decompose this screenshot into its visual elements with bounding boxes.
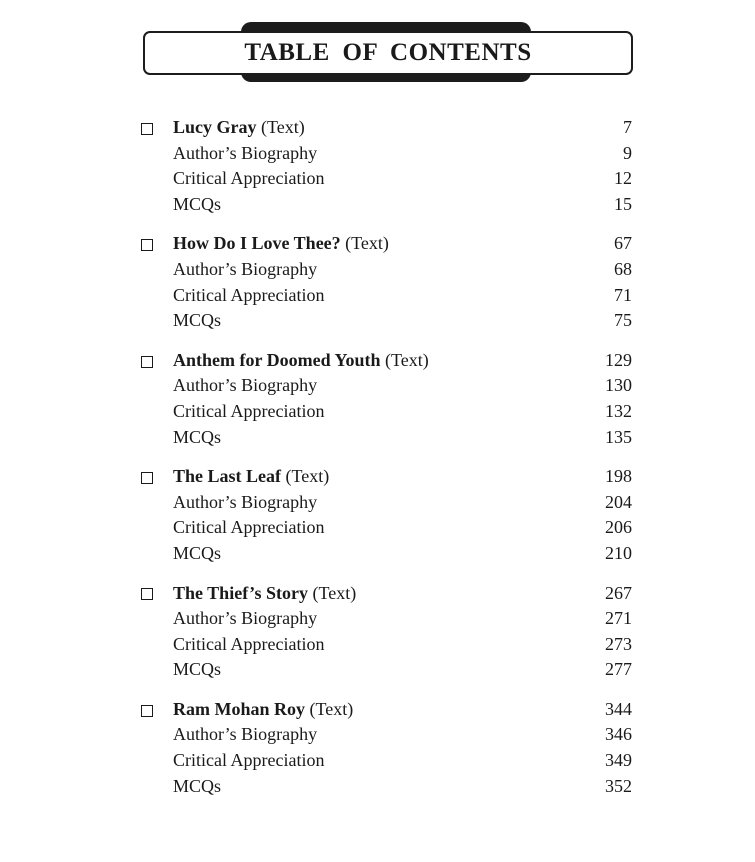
toc-section <box>141 581 635 683</box>
page-number: 210 <box>605 542 632 563</box>
entry-label: Author’s Biography <box>173 375 318 396</box>
page-number: 198 <box>605 466 632 487</box>
entry-label: Critical Appreciation <box>173 168 325 189</box>
checkbox-icon <box>141 123 153 135</box>
page-number: 15 <box>614 193 632 214</box>
page-number: 267 <box>605 582 632 603</box>
entry-suffix: (Text) <box>308 582 357 603</box>
page-number: 67 <box>614 233 632 254</box>
toc-entry-sub[interactable] <box>141 722 635 748</box>
entry-suffix: (Text) <box>305 698 354 719</box>
toc-section <box>141 697 635 799</box>
entry-title: The Last Leaf <box>173 466 281 487</box>
toc-entry-main[interactable] <box>141 464 635 490</box>
toc-section <box>141 464 635 566</box>
toc-list <box>141 115 635 813</box>
toc-entry-sub[interactable] <box>141 283 635 309</box>
toc-entry-sub[interactable] <box>141 541 635 567</box>
entry-text <box>173 115 592 141</box>
page-number: 12 <box>614 168 632 189</box>
toc-entry-sub[interactable] <box>141 257 635 283</box>
checkbox-icon <box>141 239 153 251</box>
entry-text <box>173 697 592 723</box>
toc-entry-main[interactable] <box>141 348 635 374</box>
entry-text <box>173 348 592 374</box>
page-number: 7 <box>623 117 632 137</box>
toc-entry-main[interactable] <box>141 231 635 257</box>
entry-label: MCQs <box>173 659 222 680</box>
entry-suffix: (Text) <box>380 349 429 370</box>
entry-label: MCQs <box>173 542 222 563</box>
entry-label: MCQs <box>173 775 222 796</box>
page-number: 346 <box>605 724 632 745</box>
toc-entry-sub[interactable] <box>141 425 635 451</box>
entry-label: Critical Appreciation <box>173 284 325 305</box>
entry-title: Lucy Gray <box>173 117 257 137</box>
entry-label: MCQs <box>173 426 222 447</box>
entry-suffix: (Text) <box>256 117 305 137</box>
entry-label: Author’s Biography <box>173 608 318 629</box>
page-number: 130 <box>605 375 632 396</box>
heading-box <box>143 31 633 75</box>
page-number: 9 <box>623 142 632 163</box>
toc-section <box>141 231 635 333</box>
entry-text <box>173 231 592 257</box>
page-number: 352 <box>605 775 632 796</box>
toc-entry-sub[interactable] <box>141 632 635 658</box>
page-number: 273 <box>605 633 632 654</box>
toc-entry-sub[interactable] <box>141 373 635 399</box>
page-number: 129 <box>605 349 632 370</box>
entry-label: MCQs <box>173 310 222 331</box>
toc-entry-sub[interactable] <box>141 748 635 774</box>
checkbox-icon <box>141 356 153 368</box>
toc-entry-sub[interactable] <box>141 192 635 218</box>
toc-entry-sub[interactable] <box>141 141 635 167</box>
toc-entry-main[interactable] <box>141 697 635 723</box>
toc-section <box>141 115 635 217</box>
toc-entry-sub[interactable] <box>141 774 635 800</box>
toc-entry-sub[interactable] <box>141 606 635 632</box>
entry-label: MCQs <box>173 193 222 214</box>
page-title: TABLE OF CONTENTS <box>244 39 532 66</box>
page-number: 277 <box>605 659 632 680</box>
page-number: 135 <box>605 426 632 447</box>
toc-section <box>141 348 635 450</box>
entry-title: The Thief’s Story <box>173 582 308 603</box>
page-number: 206 <box>605 517 632 538</box>
toc-entry-sub[interactable] <box>141 490 635 516</box>
checkbox-icon <box>141 472 153 484</box>
toc-entry-sub[interactable] <box>141 166 635 192</box>
checkbox-icon <box>141 705 153 717</box>
entry-label: Author’s Biography <box>173 491 318 512</box>
toc-heading-banner <box>143 22 633 82</box>
toc-entry-main[interactable] <box>141 581 635 607</box>
page-number: 349 <box>605 750 632 771</box>
entry-title: Anthem for Doomed Youth <box>173 349 381 370</box>
toc-entry-sub[interactable] <box>141 515 635 541</box>
entry-label: Author’s Biography <box>173 258 318 279</box>
toc-entry-main[interactable] <box>141 115 635 141</box>
entry-title: How Do I Love Thee? <box>173 233 341 254</box>
entry-label: Author’s Biography <box>173 142 318 163</box>
entry-label: Critical Appreciation <box>173 400 325 421</box>
entry-title: Ram Mohan Roy <box>173 698 306 719</box>
toc-entry-sub[interactable] <box>141 399 635 425</box>
entry-label: Author’s Biography <box>173 724 318 745</box>
page-number: 132 <box>605 400 632 421</box>
toc-entry-sub[interactable] <box>141 657 635 683</box>
page-number: 271 <box>605 608 632 629</box>
entry-suffix: (Text) <box>281 466 330 487</box>
entry-text <box>173 581 592 607</box>
page-number: 75 <box>614 310 632 331</box>
page-number: 204 <box>605 491 632 512</box>
entry-label: Critical Appreciation <box>173 633 325 654</box>
toc-entry-sub[interactable] <box>141 308 635 334</box>
entry-suffix: (Text) <box>340 233 389 254</box>
entry-text <box>173 464 592 490</box>
entry-label: Critical Appreciation <box>173 750 325 771</box>
page-number: 71 <box>614 284 632 305</box>
entry-label: Critical Appreciation <box>173 517 325 538</box>
checkbox-icon <box>141 588 153 600</box>
page-number: 344 <box>605 698 632 719</box>
page-number: 68 <box>614 258 632 279</box>
